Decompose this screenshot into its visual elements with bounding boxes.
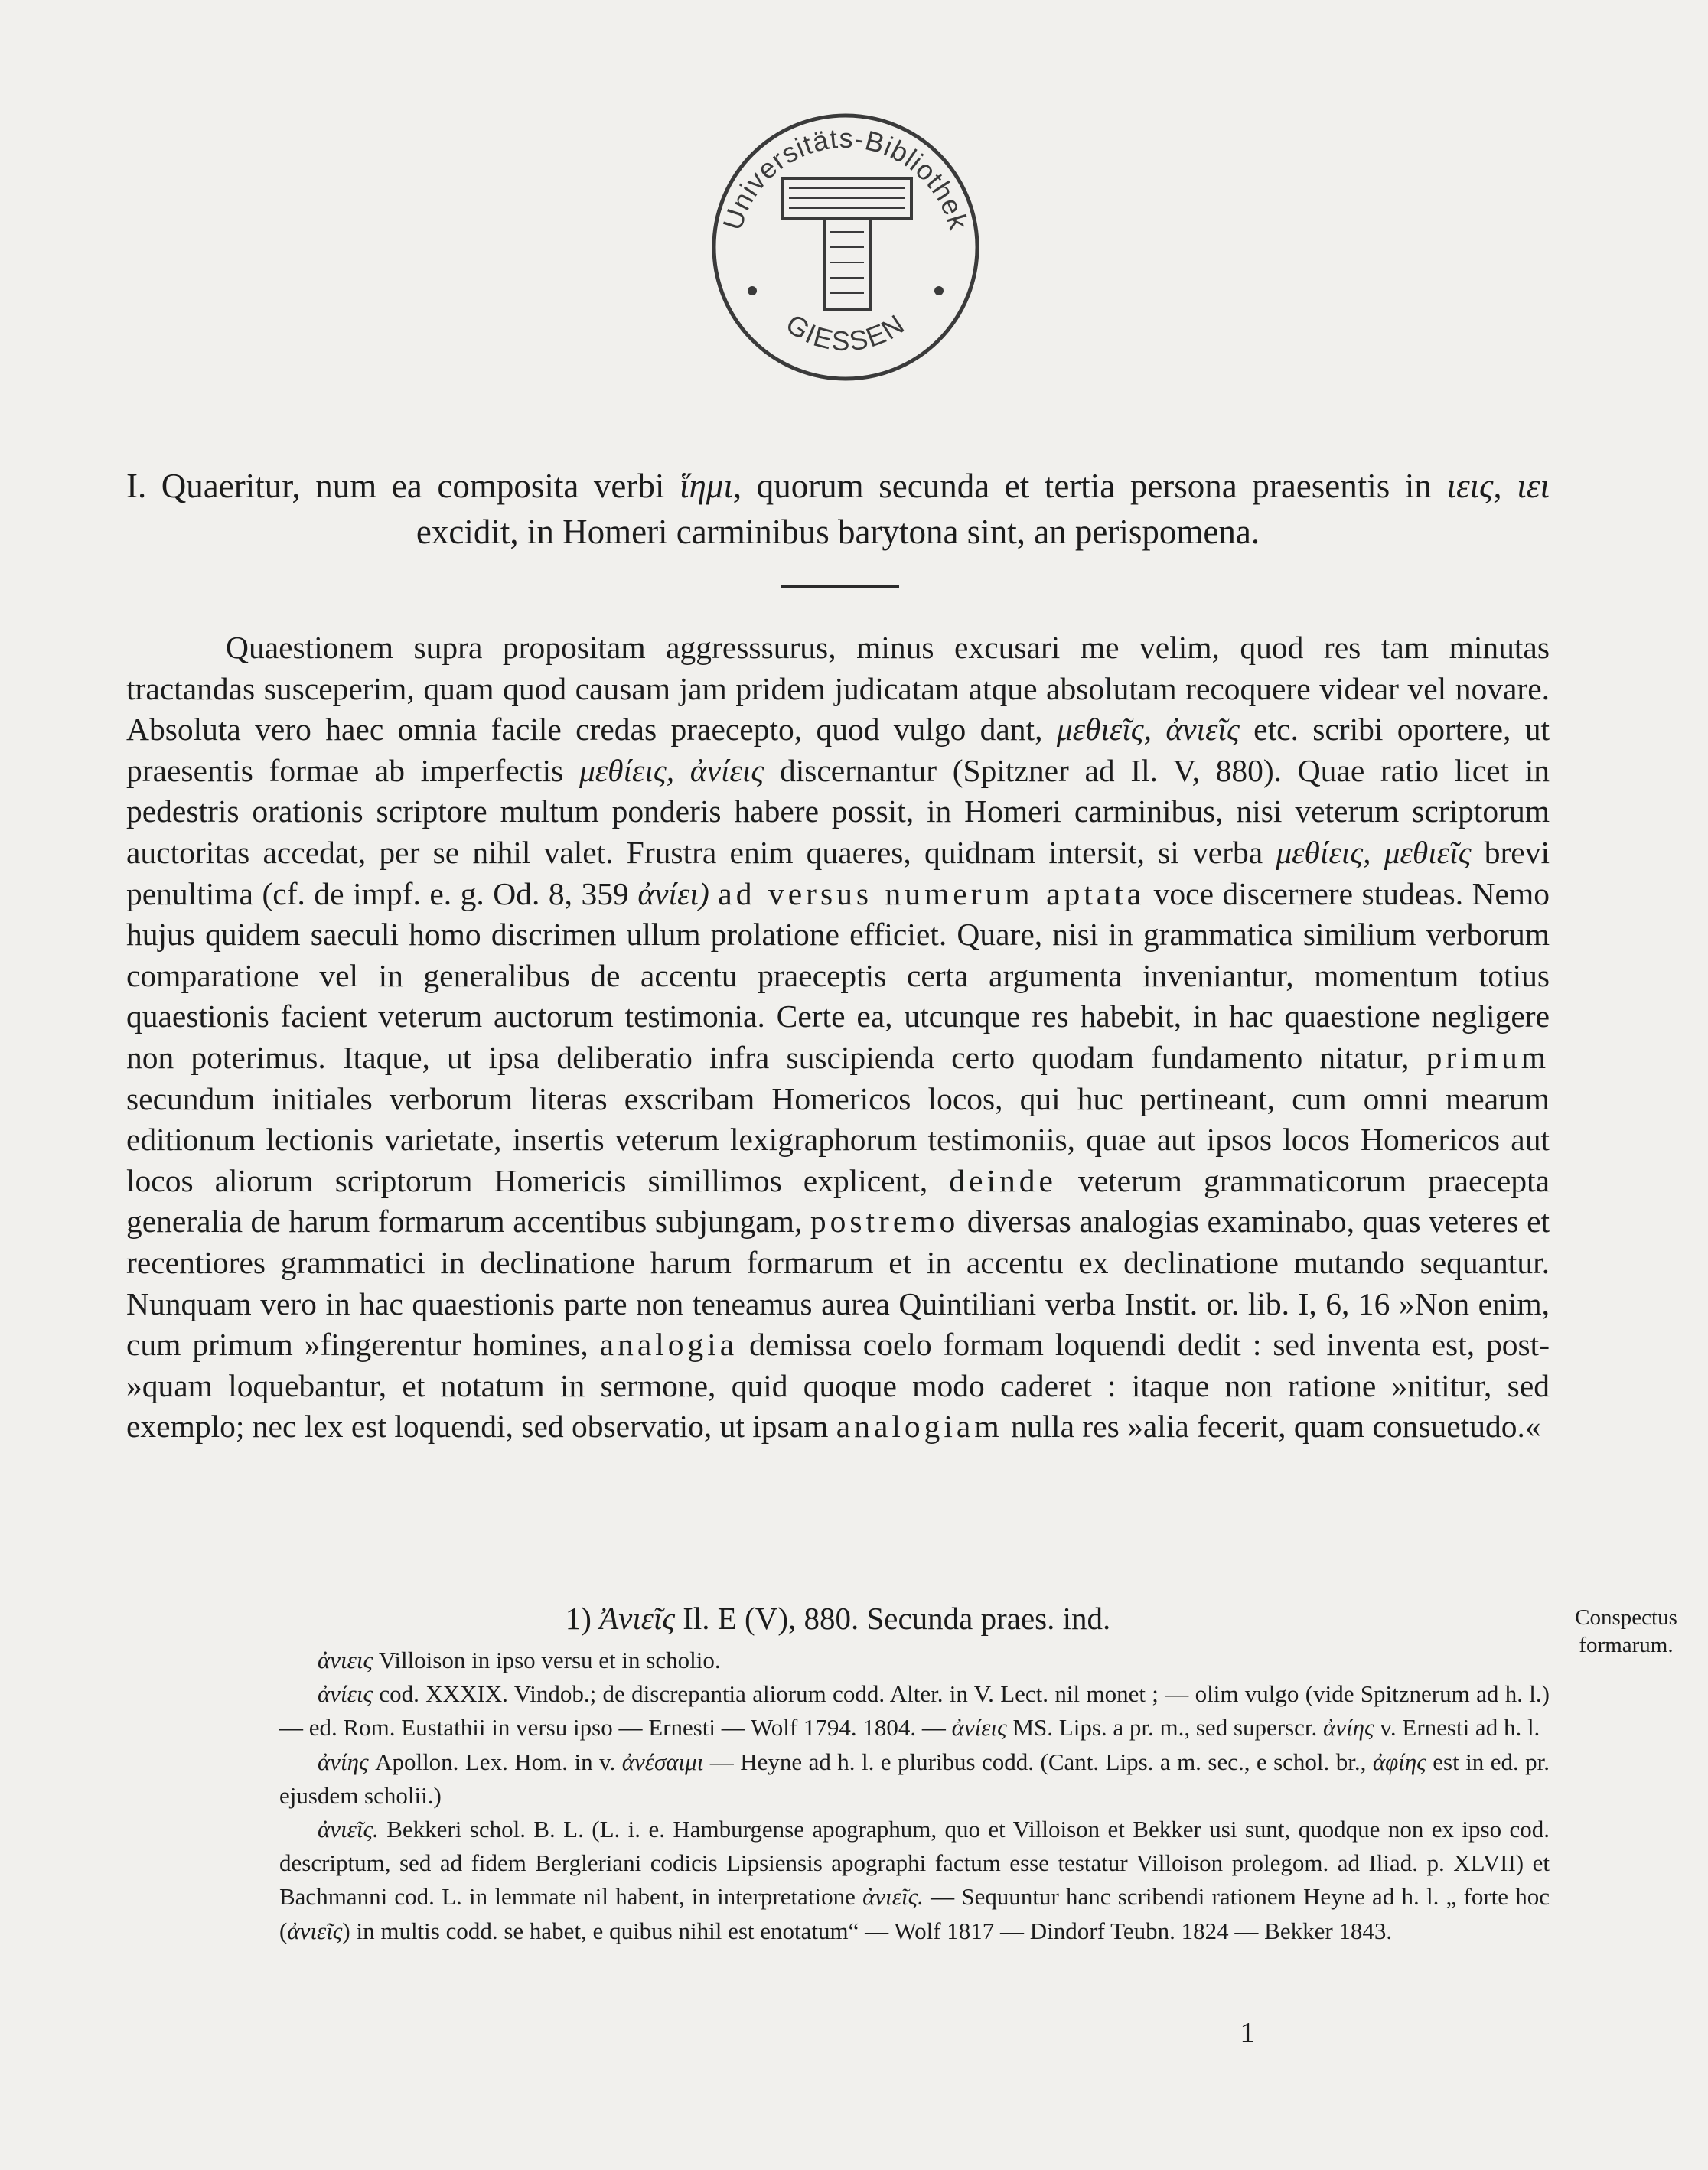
note-3: [279, 1745, 1550, 1813]
spaced-word-postremo: postremo: [810, 1204, 960, 1240]
entry-reference: Il. E (V), 880. Secunda praes. ind.: [683, 1601, 1111, 1636]
body-text-6: secundum initiales verborum literas exscribam Homericos locos, qui huc pertineant, cum omni mearum editionum lectionis varietate, insertis veterum lexigraphorum testimoniis, quae aut ipsos locos Homericos aut locos aliorum scriptorum Homericis simillimos explicent,: [126, 1080, 1550, 1198]
body-text-7: veterum grammaticorum praecepta generalia de harum formarum accentibus subjungam,: [126, 1162, 1550, 1240]
title-greek-verb: ἵημι,: [679, 467, 742, 505]
body-text-1: Quaestionem supra propositam aggresssurus, minus excusari me velim, quod res tam minutas tractandas susceperim, quam quod causam jam pridem judicatam atque absolutam recoquere videar vel novare. Absoluta vero haec omnia facile credas praecepto, quod vulgo dant,: [126, 630, 1550, 748]
body-text-2: etc. scribi oportere, ut praesentis formae ab imperfectis: [126, 712, 1550, 788]
spaced-phrase: ad versus numerum aptata: [718, 875, 1146, 911]
note-2-text-3: v. Ernesti ad h. l.: [1380, 1714, 1540, 1742]
library-stamp: [685, 90, 1006, 396]
body-paragraph: [126, 627, 1550, 1448]
body-text-8: diversas analogias examinabo, quas veteres et recentiores grammatici in declinatione harum formarum et in accentu ex declinatione mutando sequantur. Nunquam vero in hac quaestionis parte non teneamus aurea Quintiliani verba Instit. or. lib. I, 6, 16 »Non enim, cum primum »fingerentur homines,: [126, 1204, 1550, 1363]
spaced-word-deinde: deinde: [949, 1162, 1057, 1198]
body-text-4: brevi penultima (cf. de impf. e. g. Od. 8, 359: [126, 834, 1550, 911]
note-1: [279, 1644, 1550, 1677]
note-3-greek: ἀνίης: [318, 1748, 369, 1775]
spaced-word-analogia: analogia: [599, 1327, 738, 1363]
note-2-greek-3: ἀνίης: [1323, 1714, 1374, 1742]
body-text-10: nulla res »alia fecerit, quam consuetudo.«: [1011, 1409, 1541, 1445]
greek-word-1: μεθιεῖς, ἀνιεῖς: [1056, 712, 1240, 748]
note-3-greek-2: ἀνέσαιμι: [621, 1748, 704, 1775]
note-2-text-2: MS. Lips. a pr. m., sed superscr.: [1012, 1714, 1318, 1742]
note-1-text: Villoison in ipso versu et in scholio.: [378, 1647, 721, 1673]
note-2-greek: ἀνίεις: [318, 1680, 373, 1708]
entry-number: 1): [565, 1601, 592, 1636]
body-text-9: demissa coelo formam loquendi dedit : sed inventa est, post- »quam loquebantur, et notatum in sermone, quid quoque modo caderet : itaque non ratione »nititur, sed exemplo; nec lex est loquendi, sed observatio, ut ipsam: [126, 1327, 1550, 1445]
note-4-greek-3: ἀνιεῖς: [287, 1917, 343, 1944]
page-number: 1: [1240, 2017, 1255, 2049]
spaced-word-primum: primum: [1426, 1039, 1550, 1075]
body-text-5: voce discernere studeas. Nemo hujus quidem saeculi homo discrimen ullum prolatione efficiet. Quare, nisi in grammatica similium verborum comparatione vel in generalibus de accentu praeceptis certa argumenta inveniantur, momentum totius quaestionis facient veterum auctorum testimonia. Certe ea, utcunque res habebit, in hac quaestione negligere non poterimus. Itaque, ut ipsa deliberatio infra suscipienda certo quodam fundamento nitatur,: [126, 875, 1550, 1075]
note-1-greek: ἀνιεις: [318, 1647, 373, 1673]
note-2-greek-2: ἀνίεις: [951, 1714, 1007, 1742]
margin-note: Conspectus formarum.: [1575, 1605, 1677, 1657]
greek-word-4: ἀνίει): [637, 875, 709, 911]
body-text-3: discernantur (Spitzner ad Il. V, 880). Quae ratio licet in pedestris orationis scriptore multum ponderis habere possit, in Homeri carminibus, nisi veterum scriptorum auctoritas accedat, per se nihil valet. Frustra enim quaeres, quidnam intersit, si verba: [126, 752, 1550, 870]
title-greek-endings: ιεις, ιει: [1446, 467, 1550, 505]
note-4-text: Bekkeri schol. B. L. (L. i. e. Hamburgense apographum, quo et Villoison et Bekker usi sunt, quodque non ex ipso cod. descriptum, sed ad fidem Bergleriani codicis Lipsiensis apographi factum esse testatur Villoison prolegom. ad Iliad. p. XLVII) et Bachmanni cod. L. in lemmate nil habent, in interpretatione: [279, 1816, 1550, 1911]
note-4-text-3: ) in multis codd. se habet, e quibus nihil est enotatum“ — Wolf 1817 — Dindorf Teubn. 1824 — Bekker 1843.: [342, 1917, 1393, 1944]
stamp-tau-emblem: [783, 178, 911, 310]
title-suffix: excidit, in Homeri carminibus barytona sint, an perispomena.: [416, 513, 1260, 551]
title-prefix: I. Quaeritur, num ea composita verbi: [126, 467, 665, 505]
note-2-text: cod. XXXIX. Vindob.; de discrepantia aliorum codd. Alter. in V. Lect. nil monet ; — olim vulgo (vide Spitznerum ad h. l.) — ed. Rom. Eustathii in versu ipso — Ernesti — Wolf 1794. 1804. —: [279, 1680, 1550, 1742]
entry-heading: [126, 1598, 1550, 1640]
title-middle: quorum secunda et tertia persona praesentis in: [756, 467, 1432, 505]
greek-word-3: μεθίεις, μεθιεῖς: [1276, 834, 1472, 870]
note-3-greek-3: ἀφίης: [1372, 1748, 1426, 1775]
divider-rule: [781, 585, 899, 588]
note-3-text-3: est in ed. pr. ejusdem scholii.): [279, 1748, 1550, 1809]
note-3-text: Apollon. Lex. Hom. in v.: [375, 1748, 616, 1775]
spaced-word-analogiam: analogiam: [836, 1409, 1003, 1445]
note-3-text-2: — Heyne ad h. l. e pluribus codd. (Cant. Lips. a m. sec., e schol. br.,: [709, 1748, 1367, 1775]
stamp-bottom-text: GIESSEN: [780, 307, 911, 357]
stamp-top-text: Universitäts-Bibliothek: [716, 122, 975, 234]
note-2: [279, 1677, 1550, 1745]
greek-word-2: μεθίεις, ἀνίεις: [579, 752, 764, 788]
note-4-text-2: — Sequuntur hanc scribendi rationem Heyne ad h. l. „ forte hoc (: [279, 1883, 1550, 1944]
notes-block: [279, 1644, 1550, 1948]
note-4-greek: ἀνιεῖς.: [318, 1816, 379, 1843]
entry-greek-form: Ἀνιεῖς: [599, 1601, 675, 1636]
section-title: [126, 463, 1550, 555]
note-4-greek-2: ἀνιεῖς.: [862, 1883, 924, 1911]
note-4: [279, 1813, 1550, 1948]
